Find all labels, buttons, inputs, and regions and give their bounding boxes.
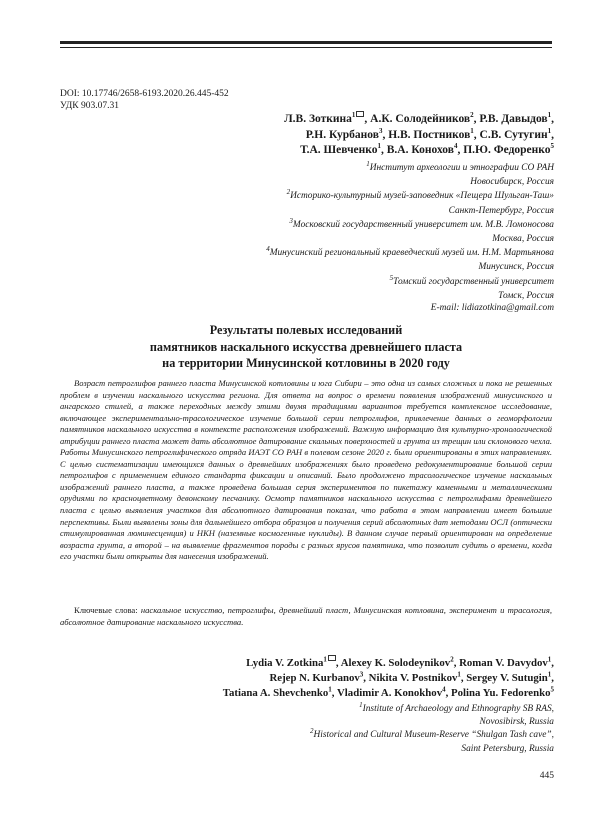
title-line: памятников наскального искусства древнейшего пласта: [149, 339, 463, 354]
author-line: [284, 128, 554, 144]
author-name: , Н.В. Постников: [382, 128, 471, 141]
author-name: Т.А. Шевченко: [300, 144, 378, 156]
email: E-mail: lidiazotkina@gmail.com: [430, 303, 554, 313]
affiliation-city: Томск, Россия: [498, 290, 554, 301]
author-line: [284, 112, 554, 128]
author-name: Р.Н. Курбанов: [305, 128, 379, 141]
author-separator: ,: [551, 128, 554, 141]
author-affil-index: 1: [547, 670, 552, 679]
affiliation-name: [266, 189, 554, 203]
keywords-label: Ключевые слова:: [74, 605, 138, 615]
affiliation-city: Новосибирск, Россия: [470, 177, 554, 188]
author-affil-index: 4: [442, 685, 446, 694]
author-affil-index: 2: [470, 111, 474, 120]
author-affil-index: 3: [359, 670, 364, 679]
affiliation-city: Saint Petersburg, Russia: [461, 743, 554, 754]
author-separator: ,: [551, 672, 554, 685]
author-separator: ,: [551, 113, 554, 125]
authors-ru: [284, 112, 554, 159]
affiliation-name: [266, 275, 554, 289]
author-affil-index: 1: [351, 111, 356, 120]
affiliation-city: Санкт-Петербург, Россия: [448, 205, 554, 216]
author-name: , А.К. Солодейников: [364, 113, 471, 125]
title-line: на территории Минусинской котловины в 2020 году: [162, 356, 450, 370]
affiliation-index: 5: [389, 273, 394, 282]
author-name: , Nikita V. Postnikov: [363, 672, 458, 685]
author-affil-index: 1: [547, 655, 552, 664]
affiliations-en: [309, 700, 554, 756]
author-affil-index: 1: [547, 111, 552, 120]
affiliation-city: Минусинск, Россия: [478, 262, 554, 273]
affiliation-text: Московский государственный университет им. М.В. Ломоносова: [292, 219, 554, 230]
affiliation-text: Институт археологии и этнографии СО РАН: [369, 163, 554, 173]
author-separator: ,: [551, 657, 554, 669]
affiliation-city: Москва, Россия: [492, 234, 554, 245]
affiliation-name: [266, 161, 554, 175]
author-name: , В.А. Конохов: [381, 144, 454, 156]
affiliation-text: Томский государственный университет: [393, 276, 554, 287]
keywords: [60, 605, 552, 628]
affiliation-name: [310, 700, 554, 716]
affiliation-city: Novosibirsk, Russia: [479, 717, 554, 728]
author-name: Л.В. Зоткина: [284, 113, 352, 125]
affiliation-name: [310, 729, 554, 742]
udk: УДК 903.07.31: [60, 101, 119, 111]
affiliation-index: 4: [266, 245, 270, 254]
affiliation-text: Минусинский региональный краеведческий музей им. Н.М. Мартьянова: [269, 248, 554, 259]
author-name: , С.В. Сутугин: [473, 128, 548, 141]
author-affil-index: 1: [328, 685, 332, 694]
authors-en: [223, 656, 554, 702]
affiliation-index: 2: [286, 188, 291, 197]
envelope-icon: [328, 655, 336, 661]
author-affil-index: 1: [470, 126, 474, 135]
author-affil-index: 1: [323, 655, 327, 664]
header-rule-thick: [60, 41, 552, 44]
author-affil-index: 1: [457, 670, 461, 679]
affiliations-ru: [266, 161, 554, 303]
title-line: Результаты полевых исследований: [209, 323, 403, 337]
author-affil-index: 1: [377, 142, 382, 151]
author-line: [284, 143, 554, 159]
author-affil-index: 3: [378, 126, 383, 135]
header-rule-thin: [60, 47, 552, 48]
keywords-text: наскальное искусство, петроглифы, древнейший пласт, Минусинская котловина, эксперимент и трасология, абсолютное датирование наскального искусства.: [60, 605, 552, 627]
author-name: Lydia V. Zotkina: [246, 657, 324, 669]
author-affil-index: 4: [453, 142, 458, 151]
affiliation-name: [266, 246, 554, 260]
author-name: , Roman V. Davydov: [453, 657, 548, 669]
author-name: , Р.В. Давыдов: [473, 113, 548, 125]
article-title: [60, 322, 552, 372]
abstract: Возраст петроглифов раннего пласта Минусинской котловины и юга Сибири – это одна из самых сложных и пока не решенных проблем в изучении наскального искусства региона. Для ответа на вопрос о времени появления изображений минусинского и ангарского стилей, а также переходных между этими двумя традициями вариантов требуется комплексное исследование, включающее экспериментально-трасологическое изучение большой серии петроглифов, привлечение данных о геоморфологии памятников наскального искусства в контексте расположения изображений. Важную информацию для культурно-хронологической атрибуции раннего пласта может дать абсолютное датирование скальных поверхностей и грунта из трещин или склонового чехла. Работы Минусинского петроглифического отряда ИАЭТ СО РАН в полевом сезоне 2020 г. были ориентированы в этих направлениях. С целью систематизации имеющихся данных о древнейших изображениях было проведено редокументирование большой серии петроглифов с применением единого стандарта фиксации и описаний. Было продолжено трасологическое изучение наскальных изображений раннего пласта, а также проведена большая серия экспериментов по пикетажу каменными и металлическими орудиями по красноцветному девонскому песчанику. Осмотр памятников наскального искусства с петроглифами древнейшего пласта с целью выявления участков для абсолютного датирования показал, что работа в этом направлении имеет большие перспективы. Были выявлены зоны для дальнейшего отбора образцов и получения серий абсолютных дат методами ОСЛ (оптически стимулированная люминесценция) и НКН (наземные космогенные нуклиды). В данном случае первый ориентирован на определение возраста грунта, а второй – на выявление фрагментов породы с разных ярусов памятника, что позволит судить о времени, когда его участки были открыты для нанесения изображений.: [60, 378, 552, 562]
affiliation-text: Historical and Cultural Museum-Reserve “Shulgan Tash cave”,: [313, 730, 554, 741]
affiliation-index: 1: [366, 159, 370, 168]
affiliation-index: 1: [359, 700, 363, 709]
author-name: Rejep N. Kurbanov: [269, 672, 360, 685]
affiliation-text: Institute of Archaeology and Ethnography SB RAS,: [362, 704, 554, 714]
author-name: , Alexey K. Solodeynikov: [335, 657, 451, 669]
doi: DOI: 10.17746/2658-6193.2020.26.445-452: [60, 89, 229, 99]
author-affil-index: 1: [547, 126, 552, 135]
author-affil-index: 5: [550, 685, 554, 694]
affiliation-index: 2: [309, 727, 314, 736]
author-line: [223, 686, 554, 701]
author-affil-index: 2: [450, 655, 454, 664]
author-line: [223, 671, 554, 686]
author-name: , П.Ю. Федоренко: [457, 144, 551, 156]
affiliation-index: 3: [289, 216, 293, 225]
author-name: Tatiana A. Shevchenko: [222, 687, 329, 700]
affiliation-name: [266, 218, 554, 232]
page-number: 445: [539, 771, 554, 781]
affiliation-text: Историко-культурный музей-заповедник «Пещера Шульган-Таш»: [290, 191, 554, 202]
author-name: , Polina Yu. Fedorenko: [445, 687, 551, 700]
envelope-icon: [356, 111, 364, 117]
author-name: , Sergey V. Sutugin: [460, 672, 548, 685]
author-affil-index: 5: [550, 142, 554, 151]
author-name: , Vladimir A. Konokhov: [331, 687, 443, 700]
author-line: [223, 656, 554, 671]
